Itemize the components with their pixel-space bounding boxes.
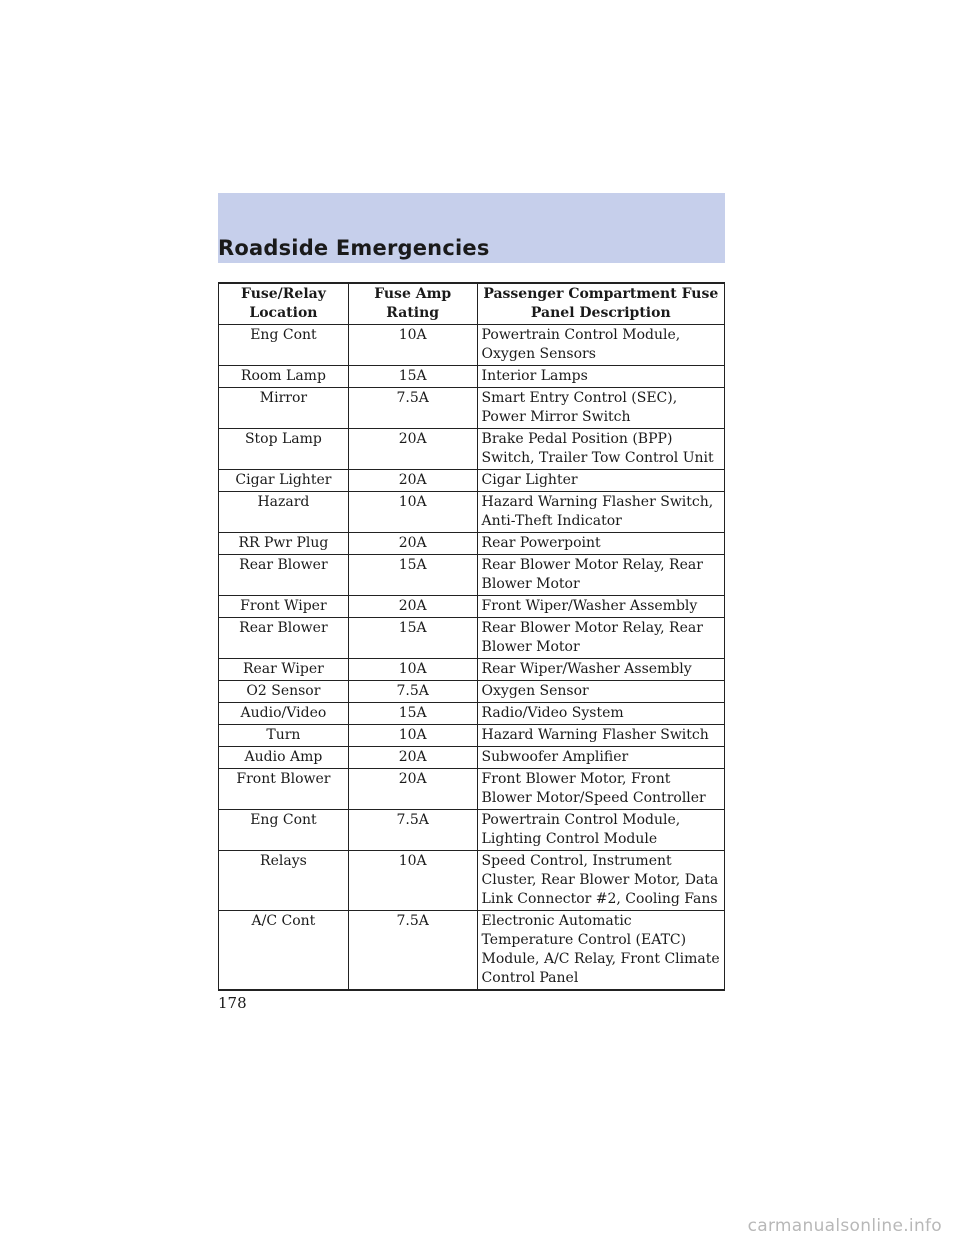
table-row xyxy=(219,747,725,769)
table-row xyxy=(219,851,725,911)
page-number: 178 xyxy=(218,994,247,1012)
cell-description: Front Wiper/Washer Assembly xyxy=(477,596,724,618)
cell-rating: 15A xyxy=(348,555,477,596)
column-header-location: Fuse/Relay Location xyxy=(219,283,349,325)
cell-location: Rear Wiper xyxy=(219,659,349,681)
table-row xyxy=(219,555,725,596)
cell-location: Rear Blower xyxy=(219,555,349,596)
cell-location: Eng Cont xyxy=(219,325,349,366)
cell-rating: 10A xyxy=(348,325,477,366)
table-row xyxy=(219,659,725,681)
cell-location: Front Wiper xyxy=(219,596,349,618)
cell-location: Rear Blower xyxy=(219,618,349,659)
column-header-description: Passenger Compartment Fuse Panel Description xyxy=(477,283,724,325)
cell-rating: 20A xyxy=(348,470,477,492)
table-row xyxy=(219,492,725,533)
table-row xyxy=(219,681,725,703)
cell-rating: 7.5A xyxy=(348,911,477,991)
cell-rating: 15A xyxy=(348,703,477,725)
cell-rating: 15A xyxy=(348,366,477,388)
cell-description: Powertrain Control Module, Lighting Control Module xyxy=(477,810,724,851)
table-row xyxy=(219,596,725,618)
cell-location: Hazard xyxy=(219,492,349,533)
cell-location: Audio/Video xyxy=(219,703,349,725)
cell-rating: 20A xyxy=(348,533,477,555)
cell-location: O2 Sensor xyxy=(219,681,349,703)
cell-location: Relays xyxy=(219,851,349,911)
table-header-row xyxy=(219,283,725,325)
cell-location: Audio Amp xyxy=(219,747,349,769)
cell-description: Powertrain Control Module, Oxygen Sensors xyxy=(477,325,724,366)
cell-description: Rear Blower Motor Relay, Rear Blower Motor xyxy=(477,618,724,659)
cell-location: Eng Cont xyxy=(219,810,349,851)
cell-location: Cigar Lighter xyxy=(219,470,349,492)
cell-description: Front Blower Motor, Front Blower Motor/Speed Controller xyxy=(477,769,724,810)
cell-description: Subwoofer Amplifier xyxy=(477,747,724,769)
cell-rating: 20A xyxy=(348,429,477,470)
fuse-table xyxy=(218,282,725,991)
cell-description: Radio/Video System xyxy=(477,703,724,725)
cell-rating: 20A xyxy=(348,596,477,618)
table-row xyxy=(219,725,725,747)
table-body xyxy=(219,325,725,991)
cell-description: Hazard Warning Flasher Switch xyxy=(477,725,724,747)
cell-description: Rear Blower Motor Relay, Rear Blower Motor xyxy=(477,555,724,596)
section-title: Roadside Emergencies xyxy=(218,236,490,260)
table-row xyxy=(219,366,725,388)
cell-location: Stop Lamp xyxy=(219,429,349,470)
cell-description: Rear Wiper/Washer Assembly xyxy=(477,659,724,681)
cell-location: Turn xyxy=(219,725,349,747)
cell-location: RR Pwr Plug xyxy=(219,533,349,555)
cell-location: Front Blower xyxy=(219,769,349,810)
cell-description: Hazard Warning Flasher Switch, Anti-Theft Indicator xyxy=(477,492,724,533)
cell-description: Oxygen Sensor xyxy=(477,681,724,703)
cell-rating: 15A xyxy=(348,618,477,659)
table-row xyxy=(219,703,725,725)
table-row xyxy=(219,533,725,555)
cell-description: Speed Control, Instrument Cluster, Rear Blower Motor, Data Link Connector #2, Cooling Fans xyxy=(477,851,724,911)
cell-rating: 20A xyxy=(348,769,477,810)
cell-rating: 10A xyxy=(348,659,477,681)
cell-rating: 10A xyxy=(348,851,477,911)
cell-location: Mirror xyxy=(219,388,349,429)
cell-description: Brake Pedal Position (BPP) Switch, Trailer Tow Control Unit xyxy=(477,429,724,470)
table-row xyxy=(219,470,725,492)
cell-rating: 7.5A xyxy=(348,681,477,703)
cell-rating: 20A xyxy=(348,747,477,769)
cell-description: Rear Powerpoint xyxy=(477,533,724,555)
table-row xyxy=(219,429,725,470)
cell-description: Electronic Automatic Temperature Control (EATC) Module, A/C Relay, Front Climate Control Panel xyxy=(477,911,724,991)
cell-rating: 10A xyxy=(348,725,477,747)
cell-location: A/C Cont xyxy=(219,911,349,991)
cell-description: Interior Lamps xyxy=(477,366,724,388)
cell-rating: 10A xyxy=(348,492,477,533)
cell-description: Smart Entry Control (SEC), Power Mirror Switch xyxy=(477,388,724,429)
table-row xyxy=(219,618,725,659)
table-row xyxy=(219,911,725,991)
table-row xyxy=(219,325,725,366)
table-row xyxy=(219,810,725,851)
cell-rating: 7.5A xyxy=(348,810,477,851)
cell-description: Cigar Lighter xyxy=(477,470,724,492)
cell-location: Room Lamp xyxy=(219,366,349,388)
table-row xyxy=(219,388,725,429)
column-header-rating: Fuse Amp Rating xyxy=(348,283,477,325)
watermark: carmanualsonline.info xyxy=(747,1216,942,1236)
cell-rating: 7.5A xyxy=(348,388,477,429)
table-row xyxy=(219,769,725,810)
